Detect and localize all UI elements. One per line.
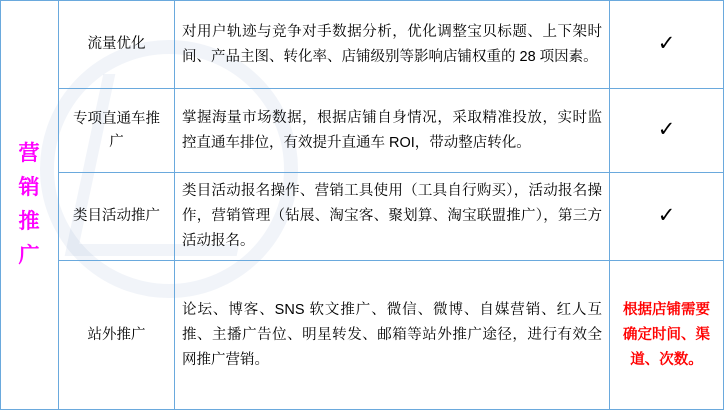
category-cell	[1, 1, 59, 410]
item-note-cell: 根据店铺需要确定时间、渠道、次数。	[610, 261, 724, 410]
item-description-cell: 论坛、博客、SNS 软文推广、微信、微博、自媒营销、红人互推、主播广告位、明星转发、邮箱等站外推广途径，进行有效全网推广营销。	[175, 261, 610, 410]
table-row	[1, 173, 724, 261]
item-name-text: 专项直通车推广	[73, 110, 160, 150]
item-name-text: 类目活动推广	[73, 208, 160, 224]
item-description-cell: 对用户轨迹与竞争对手数据分析，优化调整宝贝标题、上下架时间、产品主图、转化率、店铺级别等影响店铺权重的 28 项因素。	[175, 1, 610, 89]
item-name-cell	[59, 1, 175, 89]
item-name-cell	[59, 173, 175, 261]
table-row	[1, 89, 724, 173]
table-row	[1, 261, 724, 410]
item-mark-cell	[610, 1, 724, 89]
check-icon: ✓	[657, 32, 676, 55]
item-name-cell	[59, 89, 175, 173]
item-name-text: 流量优化	[87, 36, 146, 52]
check-icon: ✓	[657, 118, 676, 141]
category-label: 营销推广	[18, 142, 41, 267]
item-name-cell	[59, 261, 175, 410]
item-name-text: 站外推广	[87, 326, 146, 343]
table-row	[1, 1, 724, 89]
check-icon: ✓	[657, 204, 676, 227]
item-mark-cell	[610, 89, 724, 173]
item-mark-cell	[610, 173, 724, 261]
item-description-cell: 类目活动报名操作、营销工具使用（工具自行购买），活动报名操作，营销管理（钻展、淘宝客、聚划算、淘宝联盟推广），第三方活动报名。	[175, 173, 610, 261]
item-description-cell: 掌握海量市场数据，根据店铺自身情况，采取精准投放，实时监控直通车排位，有效提升直通车 ROI，带动整店转化。	[175, 89, 610, 173]
